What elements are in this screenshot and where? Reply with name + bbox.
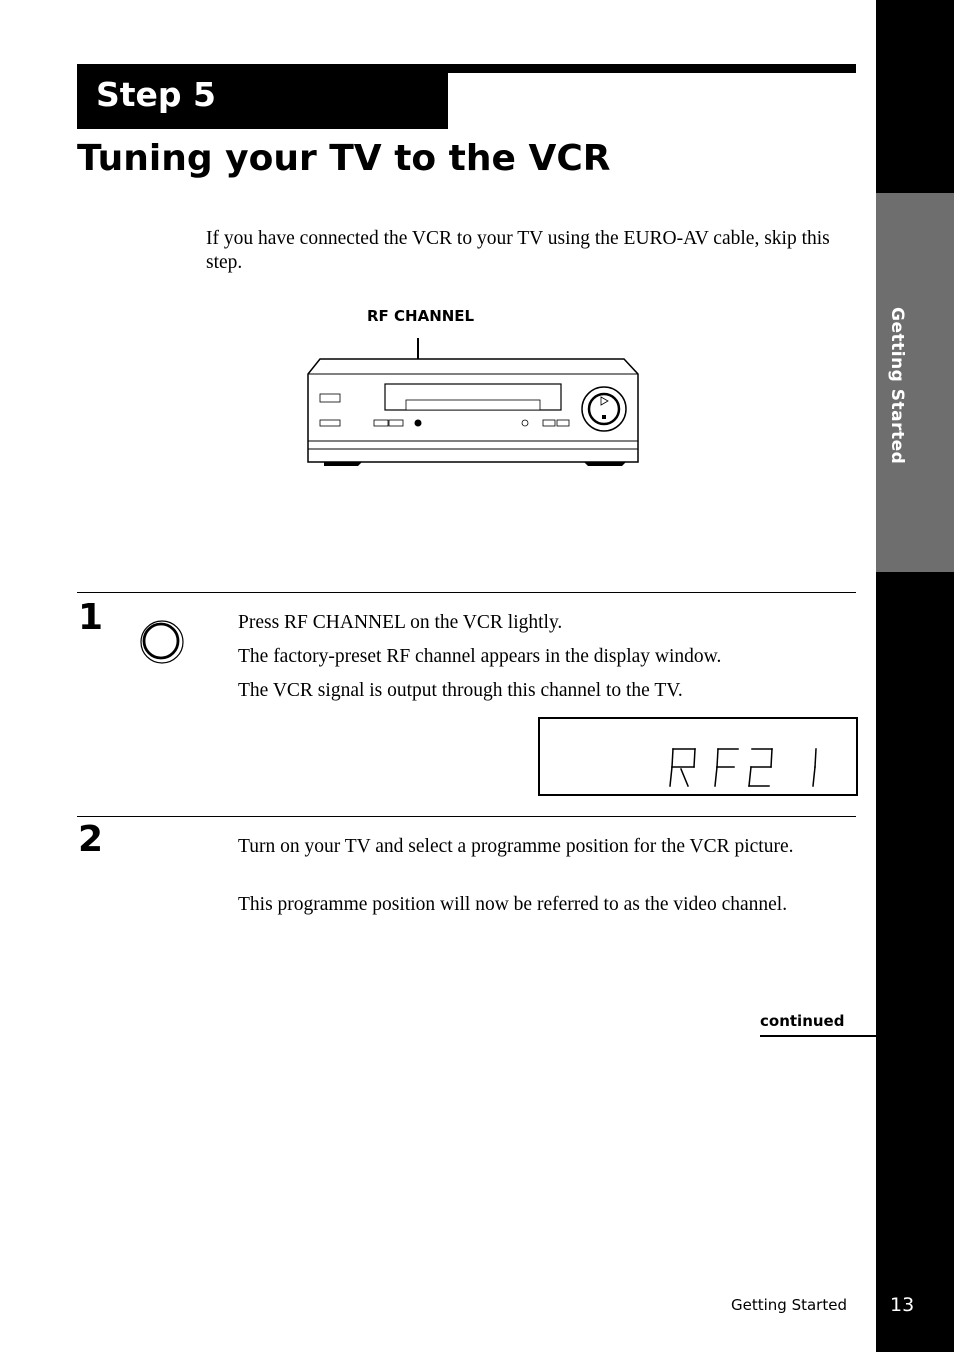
rf-channel-button-illustration: [415, 420, 422, 427]
continued-label: continued: [760, 1012, 845, 1030]
vcr-front-panel-illustration: [304, 338, 640, 472]
page-number: 13: [890, 1294, 915, 1316]
step-1-text-2: The factory-preset RF channel appears in the display window.: [238, 646, 722, 667]
header-rule: [448, 64, 856, 73]
section-tab-label: Getting Started: [887, 307, 907, 465]
step-label: Step 5: [96, 75, 216, 114]
page-title: Tuning your TV to the VCR: [77, 138, 611, 179]
step-1-text-3: The VCR signal is output through this channel to the TV.: [238, 680, 683, 701]
rf-channel-button-icon: [138, 618, 186, 666]
display-window-readout: [540, 719, 856, 794]
step-2-divider: [77, 816, 856, 817]
step-2-number: 2: [78, 819, 104, 860]
continued-rule: [760, 1035, 876, 1037]
rf-channel-callout-label: RF CHANNEL: [367, 307, 475, 325]
display-window: [538, 717, 858, 796]
step-1-divider: [77, 592, 856, 593]
intro-text: If you have connected the VCR to your TV using the EURO-AV cable, skip this step.: [206, 228, 830, 273]
step-2-text-1: Turn on your TV and select a programme position for the VCR picture.: [238, 836, 794, 857]
footer-section-name: Getting Started: [731, 1296, 847, 1314]
step-1-text-1: Press RF CHANNEL on the VCR lightly.: [238, 612, 563, 633]
step-1-number: 1: [78, 597, 104, 638]
step-2-text-2: This programme position will now be referred to as the video channel.: [238, 894, 788, 915]
